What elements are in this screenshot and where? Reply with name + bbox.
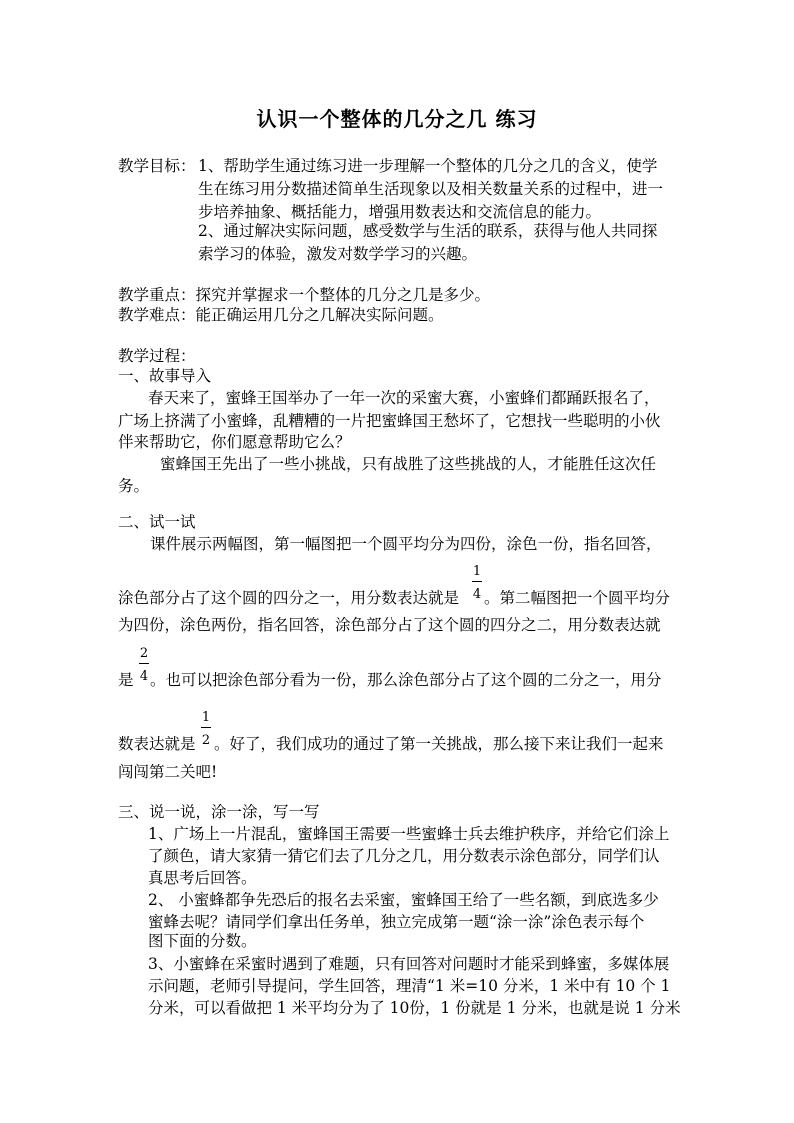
paragraph-line: 伴来帮助它，你们愿意帮助它么？ xyxy=(118,433,351,451)
paragraph-line: 为四份，涂色两份，指名回答，涂色部分占了这个圆的四分之二，用分数表达就 xyxy=(118,616,661,634)
paragraph-line: 春天来了，蜜蜂王国举办了一年一次的采蜜大赛，小蜜蜂们都踊跃报名了， xyxy=(148,389,660,407)
fraction-denominator: 2 xyxy=(201,733,211,748)
paragraph-line: 分米，可以看做把 1 米平均分为了 10份，1 份就是 1 分米，也就是说 1 分米 xyxy=(148,999,681,1017)
page-title: 认识一个整体的几分之几 练习 xyxy=(256,107,538,131)
paragraph-line: 广场上挤满了小蜜蜂，乱糟糟的一片把蜜蜂国王愁坏了，它想找一些聪明的小伙 xyxy=(118,412,661,430)
fraction-numerator: 1 xyxy=(201,710,211,725)
fraction-numerator: 2 xyxy=(139,646,149,661)
goals-line: 步培养抽象、概括能力，增强用数表达和交流信息的能力。 xyxy=(198,203,602,221)
fraction-numerator: 1 xyxy=(472,564,482,579)
paragraph-line: 。好了，我们成功的通过了第一关挑战，那么接下来让我们一起来 xyxy=(214,735,664,753)
fraction-denominator: 4 xyxy=(472,587,482,602)
paragraph-line: 课件展示两幅图，第一幅图把一个圆平均分为四份，涂色一份，指名回答， xyxy=(150,535,662,553)
goals-line: 生在练习用分数描述简单生活现象以及相关数量关系的过程中，进一 xyxy=(198,180,664,198)
goals-label: 教学目标： xyxy=(118,157,196,175)
paragraph-line: 1、广场上一片混乱，蜜蜂国王需要一些蜜蜂士兵去维护秩序，并给它们涂上 xyxy=(148,825,670,843)
fraction-bar xyxy=(201,727,211,728)
paragraph-line: 。也可以把涂色部分看为一份，那么涂色部分占了这个圆的二分之一，用分 xyxy=(150,671,662,689)
paragraph-line: 。第二幅图把一个圆平均分 xyxy=(484,589,671,607)
fraction-denominator: 4 xyxy=(139,669,149,684)
fraction-bar xyxy=(472,581,482,582)
goals-line: 2、通过解决实际问题，感受数学与生活的联系，获得与他人共同探 xyxy=(198,222,658,240)
paragraph-line: 务。 xyxy=(118,477,150,495)
paragraph-line: 图下面的分数。 xyxy=(148,932,257,950)
paragraph-line: 蜜蜂去呢？请同学们拿出任务单，独立完成第一题“涂一涂”涂色表示每个 xyxy=(148,913,645,931)
goals-line: 1、帮助学生通过练习进一步理解一个整体的几分之几的含义，使学 xyxy=(198,157,658,175)
paragraph-line: 示问题，老师引导提问，学生回答，理清“1 米=10 分米，1 米中有 10 个 1 xyxy=(148,977,671,995)
paragraph-line: 蜜蜂国王先出了一些小挑战，只有战胜了这些挑战的人，才能胜任这次任 xyxy=(160,455,657,473)
paragraph-line: 了颜色，请大家猜一猜它们去了几分之几，用分数表示涂色部分，同学们认 xyxy=(148,847,660,865)
section-heading: 三、说一说，涂一涂，写一写 xyxy=(118,803,320,821)
section-heading: 二、试一试 xyxy=(118,513,196,531)
difficulty: 教学难点：能正确运用几分之几解决实际问题。 xyxy=(118,306,444,324)
process-label: 教学过程： xyxy=(118,347,196,365)
paragraph-line: 涂色部分占了这个圆的四分之一，用分数表达就是 xyxy=(118,589,460,607)
goals-line: 索学习的体验，激发对数学学习的兴趣。 xyxy=(198,245,478,263)
paragraph-line: 数表达就是 xyxy=(118,735,196,753)
paragraph-line: 真思考后回答。 xyxy=(148,869,257,887)
key-point: 教学重点：探究并掌握求一个整体的几分之几是多少。 xyxy=(118,286,491,304)
paragraph-line: 是 xyxy=(118,671,134,689)
paragraph-line: 3、小蜜蜂在采蜜时遇到了难题，只有回答对问题时才能采到蜂蜜，多媒体展 xyxy=(148,955,670,973)
paragraph-line: 闯闯第二关吧! xyxy=(118,763,218,781)
paragraph-line: 2、 小蜜蜂都争先恐后的报名去采蜜，蜜蜂国王给了一些名额，到底选多少 xyxy=(148,891,659,909)
section-heading: 一、故事导入 xyxy=(118,367,212,385)
fraction-bar xyxy=(139,663,149,664)
